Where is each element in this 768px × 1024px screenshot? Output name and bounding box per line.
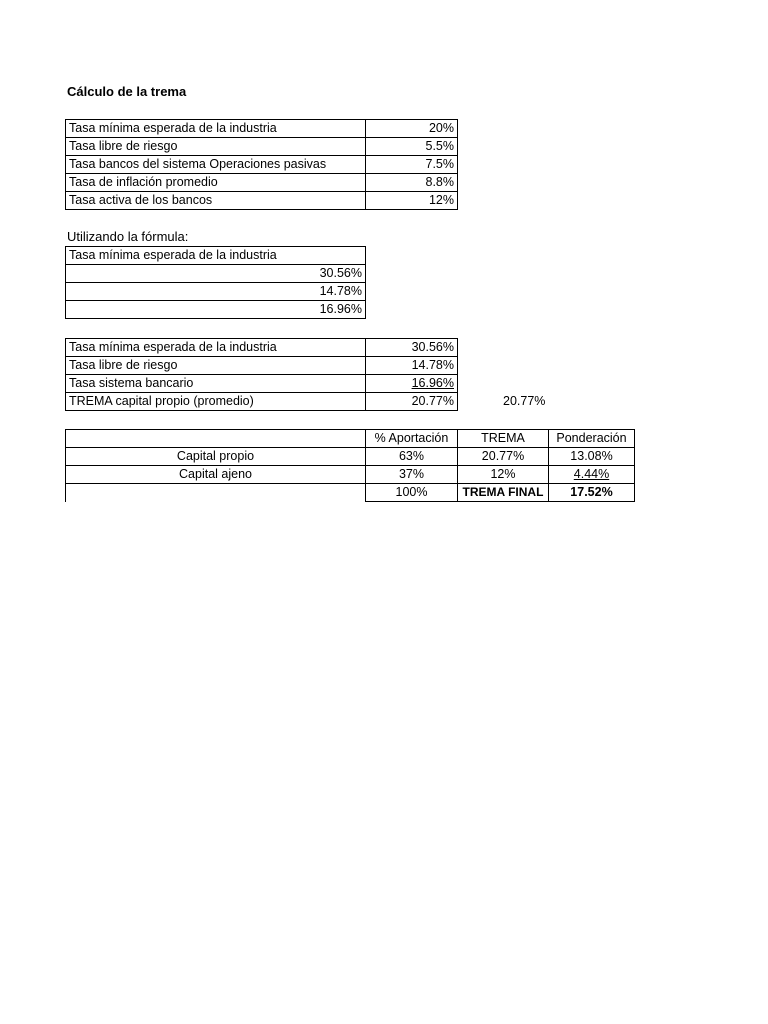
trema-final-value: 17.52% (549, 484, 635, 502)
header-ponderacion: Ponderación (549, 430, 635, 448)
page-title: Cálculo de la trema (67, 84, 187, 99)
table-row (66, 120, 458, 138)
table-row (66, 301, 366, 319)
summary-label: TREMA capital propio (promedio) (66, 393, 366, 411)
table-row (66, 138, 458, 156)
header-aportacion: % Aportación (366, 430, 458, 448)
table-row (66, 192, 458, 210)
formula-value: 14.78% (66, 283, 366, 301)
summary-label: Tasa libre de riesgo (66, 357, 366, 375)
table-row (66, 466, 635, 484)
summary-value: 30.56% (366, 339, 458, 357)
summary-label: Tasa sistema bancario (66, 375, 366, 393)
trema-final-label: TREMA FINAL (458, 484, 549, 502)
side-value: 20.77% (503, 394, 546, 408)
formula-value: 30.56% (66, 265, 366, 283)
table-row (66, 156, 458, 174)
summary-value: 20.77% (366, 393, 458, 411)
rate-label: Tasa libre de riesgo (66, 138, 366, 156)
table-row (66, 339, 458, 357)
table-row (66, 283, 366, 301)
ponderacion-value: 13.08% (549, 448, 635, 466)
table-row (66, 357, 458, 375)
ponderacion-underlined: 4.44% (573, 467, 610, 481)
rates-table (65, 119, 458, 210)
rate-value: 20% (366, 120, 458, 138)
rate-label: Tasa mínima esperada de la industria (66, 120, 366, 138)
aportacion-value: 63% (366, 448, 458, 466)
rate-label: Tasa activa de los bancos (66, 192, 366, 210)
summary-value: 14.78% (366, 357, 458, 375)
aportacion-value: 37% (366, 466, 458, 484)
empty-cell (66, 484, 366, 502)
ponderacion-value (549, 466, 635, 484)
summary-value (366, 375, 458, 393)
trema-value: 12% (458, 466, 549, 484)
header-cell (66, 430, 366, 448)
row-label: Capital ajeno (66, 466, 366, 484)
summary-table (65, 338, 458, 411)
summary-label: Tasa mínima esperada de la industria (66, 339, 366, 357)
row-label: Capital propio (66, 448, 366, 466)
table-row (66, 174, 458, 192)
table-row (66, 247, 366, 265)
rate-label: Tasa bancos del sistema Operaciones pasivas (66, 156, 366, 174)
rate-value: 12% (366, 192, 458, 210)
table-row (66, 448, 635, 466)
formula-table (65, 246, 366, 319)
formula-label: Utilizando la fórmula: (67, 229, 189, 244)
formula-header: Tasa mínima esperada de la industria (66, 247, 366, 265)
table-total-row (66, 484, 635, 502)
table-row (66, 393, 458, 411)
table-row (66, 265, 366, 283)
table-header-row (66, 430, 635, 448)
rate-label: Tasa de inflación promedio (66, 174, 366, 192)
final-table (65, 429, 635, 502)
header-trema: TREMA (458, 430, 549, 448)
table-row (66, 375, 458, 393)
total-aportacion: 100% (366, 484, 458, 502)
rate-value: 8.8% (366, 174, 458, 192)
rate-value: 7.5% (366, 156, 458, 174)
summary-value-underlined: 16.96% (411, 376, 454, 390)
trema-value: 20.77% (458, 448, 549, 466)
rate-value: 5.5% (366, 138, 458, 156)
formula-value: 16.96% (66, 301, 366, 319)
